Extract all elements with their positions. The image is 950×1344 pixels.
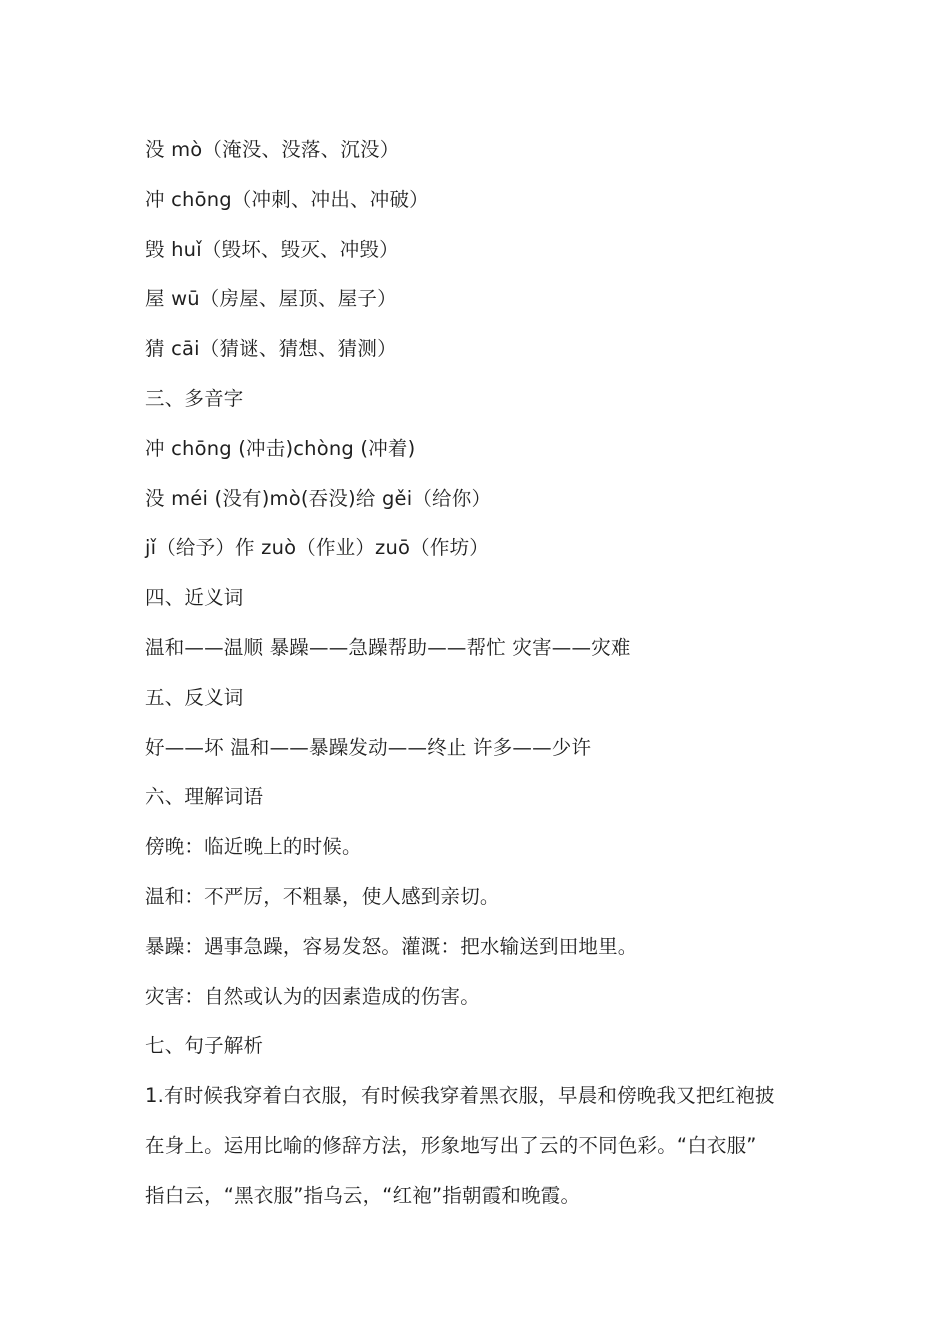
section-heading-synonyms: 四、近义词 bbox=[145, 586, 244, 610]
vocab-line-mo: 没 mò（淹没、没落、沉没） bbox=[145, 138, 400, 161]
antonyms-line: 好——坏 温和——暴躁发动——终止 许多——少许 bbox=[145, 735, 592, 759]
section-heading-word-meanings: 六、理解词语 bbox=[145, 785, 264, 809]
section-heading-sentence-analysis: 七、句子解析 bbox=[145, 1034, 264, 1058]
polyphonic-line-mei-gei: 没 méi (没有)mò(吞没)给 gěi（给你） bbox=[145, 486, 492, 510]
definition-bangwan: 傍晚：临近晚上的时候。 bbox=[145, 835, 362, 859]
polyphonic-line-chong: 冲 chōng (冲击)chòng (冲着) bbox=[145, 436, 416, 460]
vocab-line-chong: 冲 chōng（冲刺、冲出、冲破） bbox=[145, 187, 429, 211]
paragraph-line-1: 1.有时候我穿着白衣服，有时候我穿着黑衣服，早晨和傍晚我又把红袍披 bbox=[145, 1084, 775, 1108]
section-heading-polyphonic: 三、多音字 bbox=[145, 386, 244, 410]
synonyms-line: 温和——温顺 暴躁——急躁帮助——帮忙 灾害——灾难 bbox=[145, 635, 631, 659]
vocab-line-hui: 毁 huǐ（毁坏、毁灭、冲毁） bbox=[145, 237, 399, 261]
section-heading-antonyms: 五、反义词 bbox=[145, 685, 244, 709]
definition-zaihai: 灾害：自然或认为的因素造成的伤害。 bbox=[145, 984, 480, 1008]
vocab-line-wu: 屋 wū（房屋、屋顶、屋子） bbox=[145, 287, 397, 311]
definition-baozao-guangai: 暴躁：遇事急躁，容易发怒。灌溉：把水输送到田地里。 bbox=[145, 934, 638, 958]
sentence-analysis-paragraph bbox=[145, 1071, 825, 1220]
paragraph-line-2: 在身上。运用比喻的修辞方法，形象地写出了云的不同色彩。“白衣服” bbox=[145, 1133, 757, 1157]
vocab-line-cai: 猜 cāi（猜谜、猜想、猜测） bbox=[145, 337, 397, 361]
document-content bbox=[145, 125, 825, 1221]
paragraph-line-3: 指白云，“黑衣服”指乌云，“红袍”指朝霞和晚霞。 bbox=[145, 1183, 581, 1207]
definition-wenhe: 温和：不严厉，不粗暴，使人感到亲切。 bbox=[145, 884, 500, 908]
polyphonic-line-ji-zuo: jǐ（给予）作 zuò（作业）zuō（作坊） bbox=[145, 536, 489, 560]
